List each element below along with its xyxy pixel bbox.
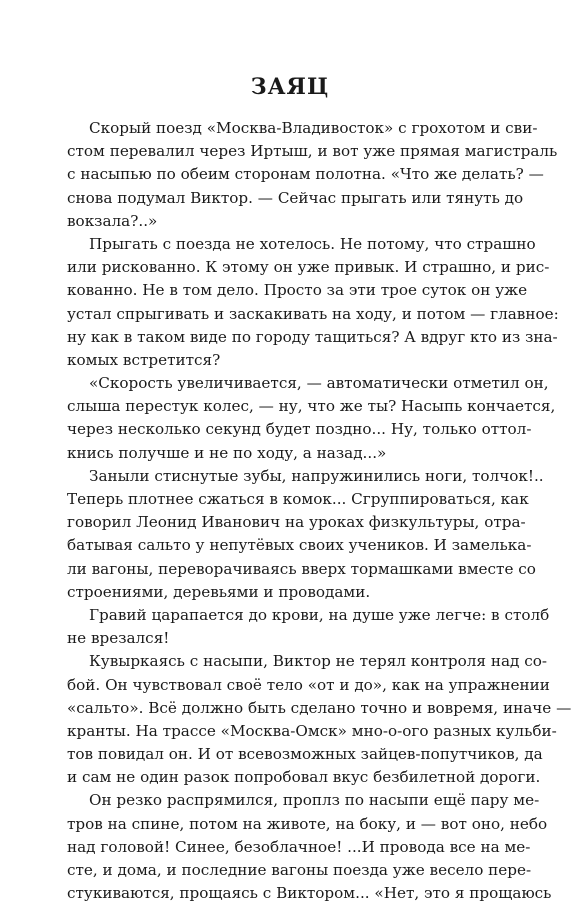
text-line: бой. Он чувствовал своё тело «от и до», как на упражнении — [67, 675, 550, 694]
text-line: стом перевалил через Иртыш, и вот уже прямая магистраль — [67, 142, 558, 161]
text-line: слыша перестук колес, — ну, что же ты? Насыпь кончается, — [67, 397, 556, 416]
text-line: сте, и дома, и последние вагоны поезда уже весело пере- — [67, 861, 532, 879]
text-line: говорил Леонид Иванович на уроках физкультуры, отра- — [67, 513, 526, 532]
text-line: Теперь плотнее сжаться в комок... Сгруппироваться, как — [67, 490, 529, 508]
text-line: кованно. Не в том дело. Просто за эти трое суток он уже — [67, 281, 528, 300]
text-line: не врезался! — [67, 629, 170, 648]
chapter-title: ЗАЯЦ — [250, 74, 330, 100]
text-line: Скорый поезд «Москва-Владивосток» с грохотом и сви- — [89, 119, 538, 137]
paragraph — [67, 604, 550, 650]
text-line: Кувыркаясь с насыпи, Виктор не терял контроля над со- — [89, 652, 547, 671]
text-line: или рискованно. К этому он уже привык. И страшно, и рис- — [67, 258, 550, 277]
paragraph — [67, 372, 556, 465]
paragraph — [67, 465, 544, 604]
text-line: Прыгать с поезда не хотелось. Не потому, что страшно — [89, 234, 536, 253]
text-line: тров на спине, потом на животе, на боку, и — вот оно, небо — [67, 814, 548, 833]
text-line: с насыпью по обеим сторонам полотна. «Что же делать? — — [67, 165, 544, 184]
text-line: снова подумал Виктор. — Сейчас прыгать или тянуть до — [67, 188, 524, 207]
chapter-text — [67, 117, 572, 905]
paragraph — [67, 233, 559, 372]
text-line: комых встретится? — [67, 350, 221, 369]
text-line: Заныли стиснутые зубы, напружинились ноги, толчок!.. — [89, 466, 544, 485]
text-line: ну как в таком виде по городу тащиться? А вдруг кто из зна- — [67, 327, 558, 346]
text-line: Гравий царапается до крови, на душе уже легче: в столб — [89, 605, 550, 624]
text-line: устал спрыгивать и заскакивать на ходу, и потом — главное: — [67, 304, 559, 323]
text-line: Он резко распрямился, проплз по насыпи ещё пару ме- — [89, 791, 540, 810]
text-line: тов повидал он. И от всевозможных зайцев-попутчиков, да — [67, 745, 543, 764]
paragraph — [67, 789, 552, 905]
paragraph — [67, 650, 572, 789]
text-line: стукиваются, прощаясь с Виктором... «Нет, это я прощаюсь — [67, 884, 552, 903]
text-line: батывая сальто у непутёвых своих учеников. И замелька- — [67, 536, 532, 555]
text-line: вокзала?..» — [67, 211, 158, 230]
text-line: кнись получше и не по ходу, а назад...» — [67, 443, 387, 462]
text-line: над головой! Синее, безоблачное! ...И провода все на ме- — [67, 837, 531, 856]
text-line: и сам не один разок попробовал вкус безбилетной дороги. — [67, 768, 541, 787]
text-line: ли вагоны, переворачиваясь вверх тормашками вместе со — [67, 559, 536, 578]
text-line: кранты. На трассе «Москва-Омск» мно-о-ого разных кульби- — [67, 721, 557, 740]
text-line: «Скорость увеличивается, — автоматически отметил он, — [89, 374, 549, 393]
text-line: через несколько секунд будет поздно... Ну, только оттол- — [67, 420, 532, 439]
paragraph — [67, 117, 558, 233]
text-line: «сальто». Всё должно быть сделано точно и вовремя, иначе — — [67, 698, 572, 717]
text-line: строениями, деревьями и проводами. — [67, 582, 371, 601]
